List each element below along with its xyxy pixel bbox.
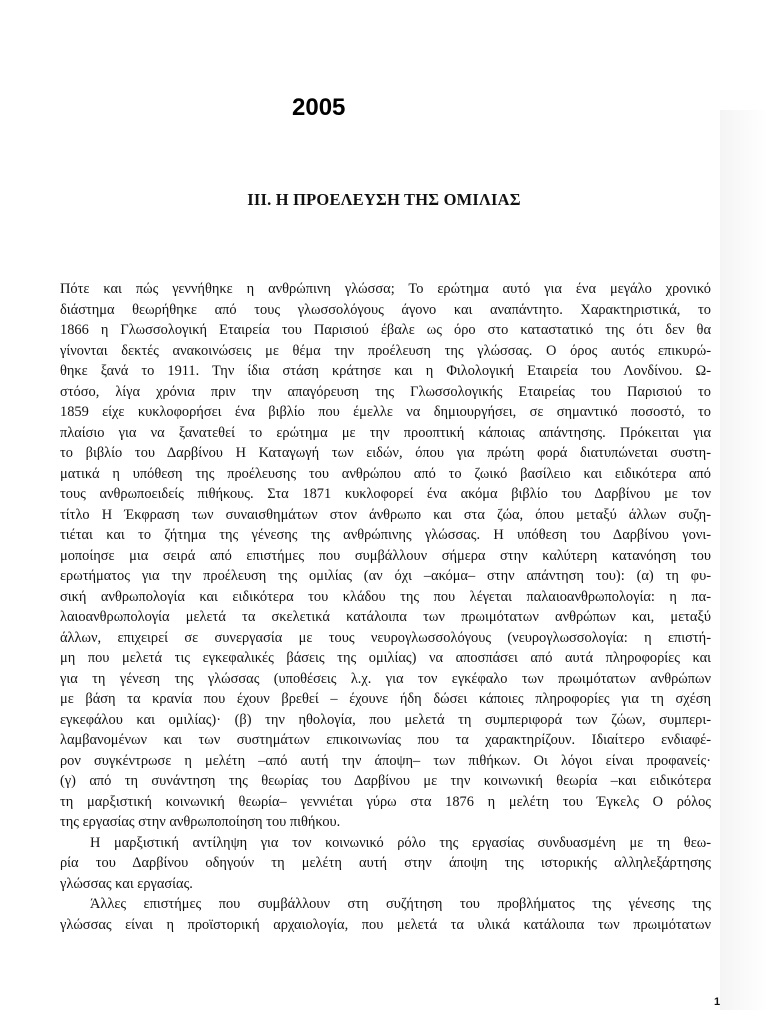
text-line: λαμβανομένων και των συστημάτων επικοινωνίας που τα χαρακτηρίζουν. Ιδιαίτερο ενδιαφέ- [60,732,711,748]
text-line: της εργασίας στην ανθρωποποίηση του πιθήκου. [60,814,341,830]
text-line: άλλων, επιχειρεί σε συνεργασία με τους νευρογλωσσολόγους (νευρογλωσσολογία: η επιστή- [60,629,711,646]
scan-edge-shading [720,110,768,1010]
text-line: ερωτήματος για την προέλευση της ομιλίας (αν όχι –ακόμα– στην απάντηση του): (α) τη φυ- [60,568,711,584]
text-line: στόσο, λίγα χρόνια πριν την απαγόρευση της Γλωσσολογικής Εταιρείας του Παρισιού το [60,383,711,400]
text-line: τίτλο Η Έκφραση των συναισθημάτων στον άνθρωπο και στα ζώα, όπου μεταξύ άλλων συζη- [60,506,711,523]
paragraph-1 [60,279,711,935]
text-line: λαιοανθρωπολογία μελετά τα σκελετικά κατάλοιπα των πρωιμότατων ανθρώπων και, μεταξύ [60,609,711,625]
year-label: 2005 [292,94,346,121]
text-line: εγκεφάλου και ομιλίας)· (β) την ηθολογία, που μελετά τη συμπεριφορά των ζώων, συμπερι- [60,711,711,728]
text-line: διάστημα θεωρήθηκε από τους γλωσσολόγους άγονο και αναπάντητο. Χαρακτηριστικά, το [60,301,711,318]
text-line: με βάση τα κρανία που έχουν βρεθεί – έχουνε ήδη δώσει κάποιες πληροφορίες για τη σχέση [60,691,711,707]
text-line: μοποίησε μια σειρά από επιστήμες που συμβάλλουν σήμερα στην καλύτερη κατανόηση του [60,547,711,564]
text-line: ρον συγκέντρωσε η μελέτη –από αυτή την άποψη– των πιθήκων. Οι λόγοι είναι προφανείς· [60,752,711,769]
page-number: 1 [714,996,721,1008]
chapter-heading: III. Η ΠΡΟΕΛΕΥΣΗ ΤΗΣ ΟΜΙΛΙΑΣ [247,190,521,209]
text-line: πλαίσιο για να ξανατεθεί το ερώτημα με την προοπτική κάποιας απάντησης. Πρόκειται για [60,424,711,441]
text-line: για τη γένεση της γλώσσας (υποθέσεις λ.χ. για τον εγκέφαλο των πρωιμότατων ανθρώπων [60,670,711,687]
text-line: Άλλες επιστήμες που συμβάλλουν στη συζήτηση του προβλήματος της γένεσης της [90,896,711,912]
text-line: τιέται και το ζήτημα της γένεσης της ανθρώπινης γλώσσας. Η υπόθεση του Δαρβίνου γονι- [60,527,711,543]
text-line: Πότε και πώς γεννήθηκε η ανθρώπινη γλώσσα; Το ερώτημα αυτό για ένα μεγάλο χρονικό [60,281,711,297]
text-line: γλώσσας και εργασίας. [60,875,193,892]
text-line: γίνονται δεκτές ανακοινώσεις με θέμα την προέλευση της γλώσσας. Ο όρος αυτός επικυρώ- [60,342,711,359]
text-line: το βιβλίο του Δαρβίνου Η Καταγωγή των ειδών, όπου για πρώτη φορά διατυπώνεται συστη- [60,445,711,461]
text-line: Η μαρξιστική αντίληψη για τον κοινωνικό ρόλο της εργασίας συνδυασμένη με τη θεω- [90,834,711,851]
text-line: σική ανθρωπολογία και ειδικότερα του κλάδου της που λέγεται παλαιοανθρωπολογία: η πα- [60,588,711,605]
text-line: ρία του Δαρβίνου οδηγούν τη μελέτη αυτή στην άποψη της ιστορικής αλληλεξάρτησης [60,855,711,871]
text-line: γλώσσας είναι η προϊστορική αρχαιολογία, που μελετά τα υλικά κατάλοιπα των πρωιμότατων [60,916,711,933]
text-line: 1859 είχε κυκλοφορήσει ένα βιβλίο που έμελλε να δημιουργήσει, σε σημαντικό ποσοστό, το [60,404,711,420]
text-line: τους ανθρωποειδείς πιθήκους. Στα 1871 κυκλοφορεί ένα ακόμα βιβλίο του Δαρβίνου με τον [60,486,711,502]
text-line: θηκε ξανά το 1911. Την ίδια στάση κράτησε και η Φιλολογική Εταιρεία του Λονδίνου. Ω- [60,363,711,379]
text-line: 1866 η Γλωσσολογική Εταιρεία του Παρισιού έβαλε ως όρο στο καταστατικό της ότι δεν θα [60,322,711,338]
text-line: τη μαρξιστική κοινωνική θεωρία– γεννιέται γύρω στα 1876 η μελέτη του Έγκελς Ο ρόλος [60,793,711,810]
text-line: μη που μελετά τις εγκεφαλικές βάσεις της ομιλίας) να αποσπάσει από αυτά πληροφορίες και [60,650,711,666]
text-line: ματικά η υπόθεση της προέλευσης του ανθρώπου από το ζωικό βασίλειο και ειδικότερα από [60,465,711,482]
text-line: (γ) από τη συνάντηση της θεωρίας του Δαρβίνου με την κοινωνική θεωρία –και ειδικότερα [60,773,711,789]
